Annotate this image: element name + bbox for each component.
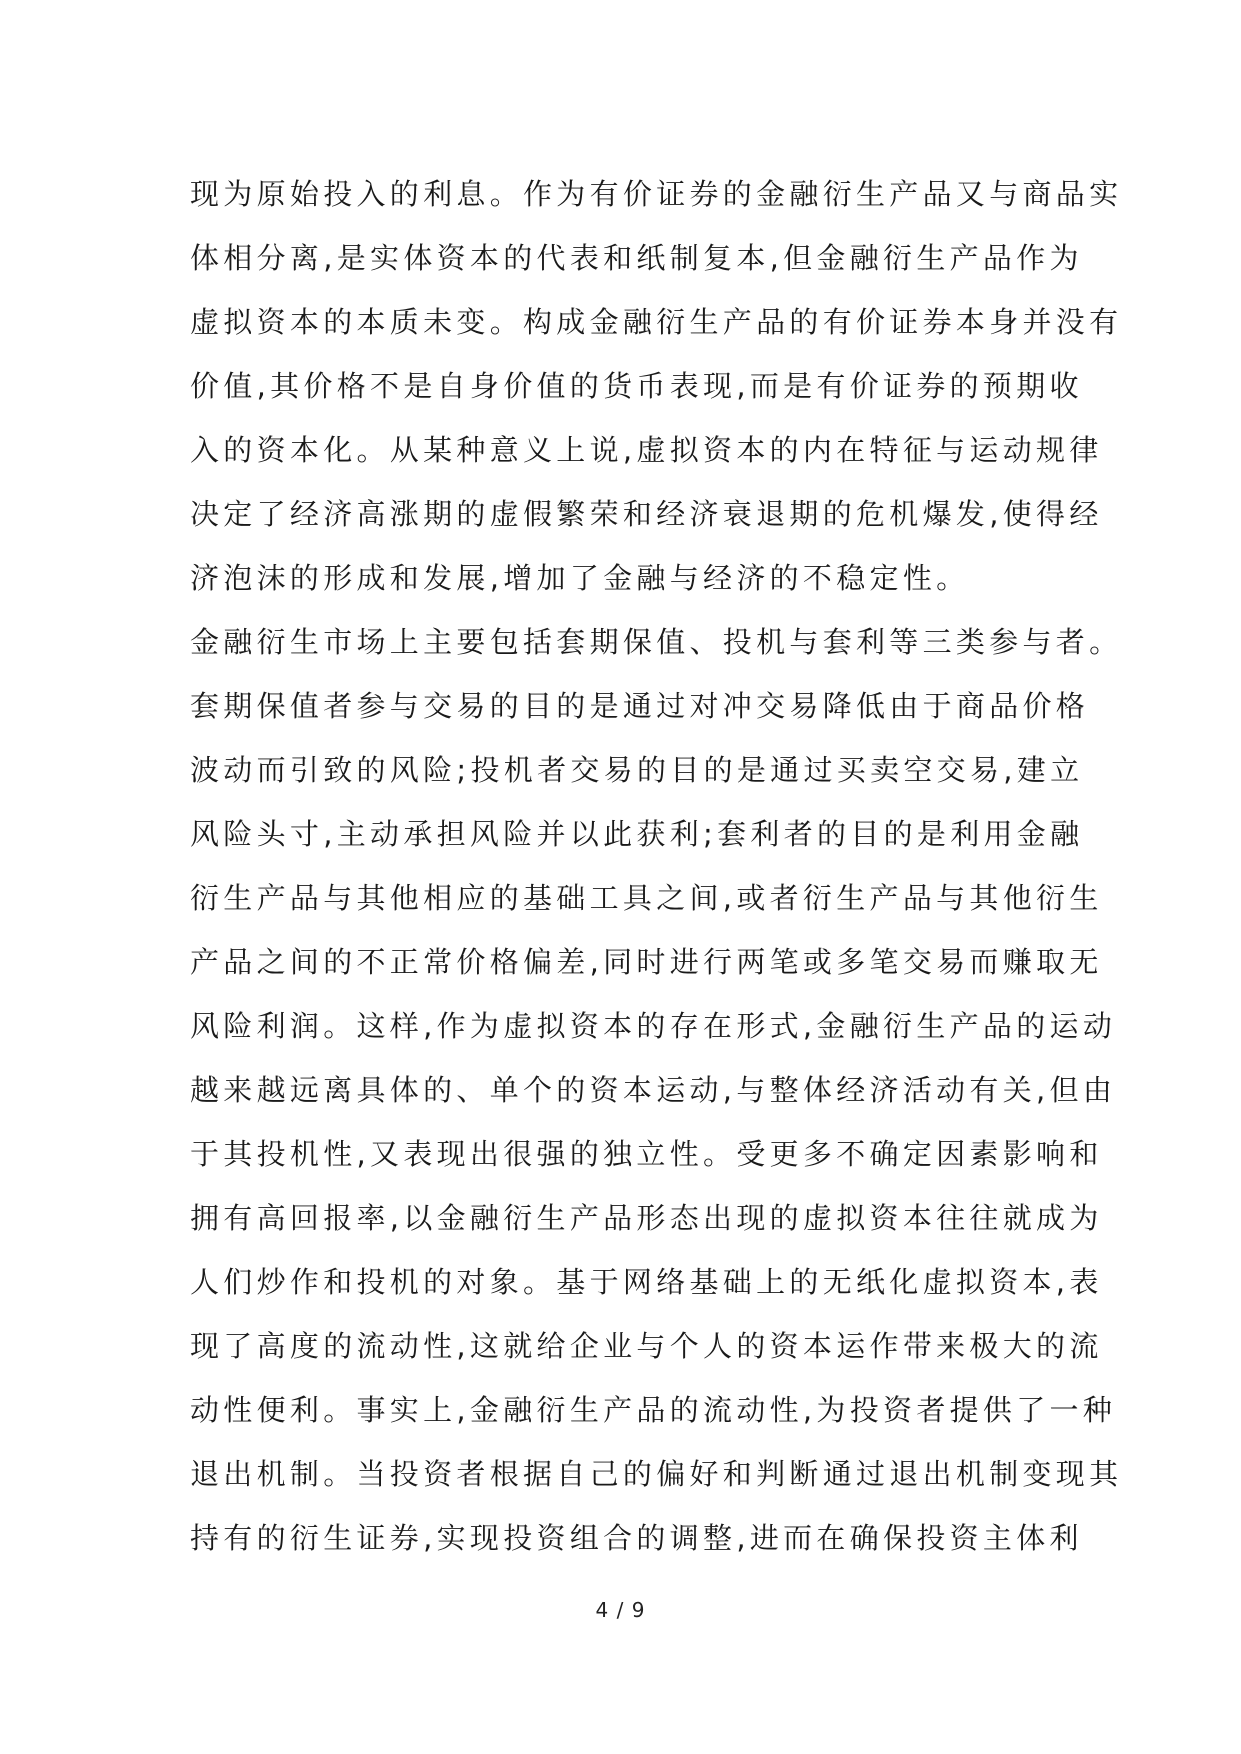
text-line: 动性便利。事实上,金融衍生产品的流动性,为投资者提供了一种 xyxy=(190,1393,1117,1427)
body-text xyxy=(190,162,1123,1570)
text-line: 风险利润。这样,作为虚拟资本的存在形式,金融衍生产品的运动 xyxy=(190,1009,1117,1043)
text-line: 退出机制。当投资者根据自己的偏好和判断通过退出机制变现其 xyxy=(190,1457,1123,1491)
text-line: 拥有高回报率,以金融衍生产品形态出现的虚拟资本往往就成为 xyxy=(190,1201,1103,1235)
text-line: 衍生产品与其他相应的基础工具之间,或者衍生产品与其他衍生 xyxy=(190,881,1103,915)
text-line: 于其投机性,又表现出很强的独立性。受更多不确定因素影响和 xyxy=(190,1137,1103,1171)
text-line: 套期保值者参与交易的目的是通过对冲交易降低由于商品价格 xyxy=(190,689,1090,723)
text-line: 人们炒作和投机的对象。基于网络基础上的无纸化虚拟资本,表 xyxy=(190,1265,1103,1299)
text-line: 决定了经济高涨期的虚假繁荣和经济衰退期的危机爆发,使得经 xyxy=(190,497,1103,531)
text-line: 虚拟资本的本质未变。构成金融衍生产品的有价证券本身并没有 xyxy=(190,305,1123,339)
text-line: 波动而引致的风险;投机者交易的目的是通过买卖空交易,建立 xyxy=(190,753,1084,787)
page-number: 4 / 9 xyxy=(595,1598,646,1622)
text-line: 济泡沫的形成和发展,增加了金融与经济的不稳定性。 xyxy=(190,561,970,595)
text-line: 体相分离,是实体资本的代表和纸制复本,但金融衍生产品作为 xyxy=(190,241,1083,275)
text-line: 风险头寸,主动承担风险并以此获利;套利者的目的是利用金融 xyxy=(190,817,1084,851)
text-line: 入的资本化。从某种意义上说,虚拟资本的内在特征与运动规律 xyxy=(190,433,1103,467)
text-line: 价值,其价格不是自身价值的货币表现,而是有价证券的预期收 xyxy=(190,369,1083,403)
text-line: 金融衍生市场上主要包括套期保值、投机与套利等三类参与者。 xyxy=(190,625,1123,659)
text-line: 现了高度的流动性,这就给企业与个人的资本运作带来极大的流 xyxy=(190,1329,1103,1363)
text-line: 产品之间的不正常价格偏差,同时进行两笔或多笔交易而赚取无 xyxy=(190,945,1103,979)
text-line: 越来越远离具体的、单个的资本运动,与整体经济活动有关,但由 xyxy=(190,1073,1117,1107)
text-line: 现为原始投入的利息。作为有价证券的金融衍生产品又与商品实 xyxy=(190,177,1123,211)
text-line: 持有的衍生证券,实现投资组合的调整,进而在确保投资主体利 xyxy=(190,1521,1083,1555)
